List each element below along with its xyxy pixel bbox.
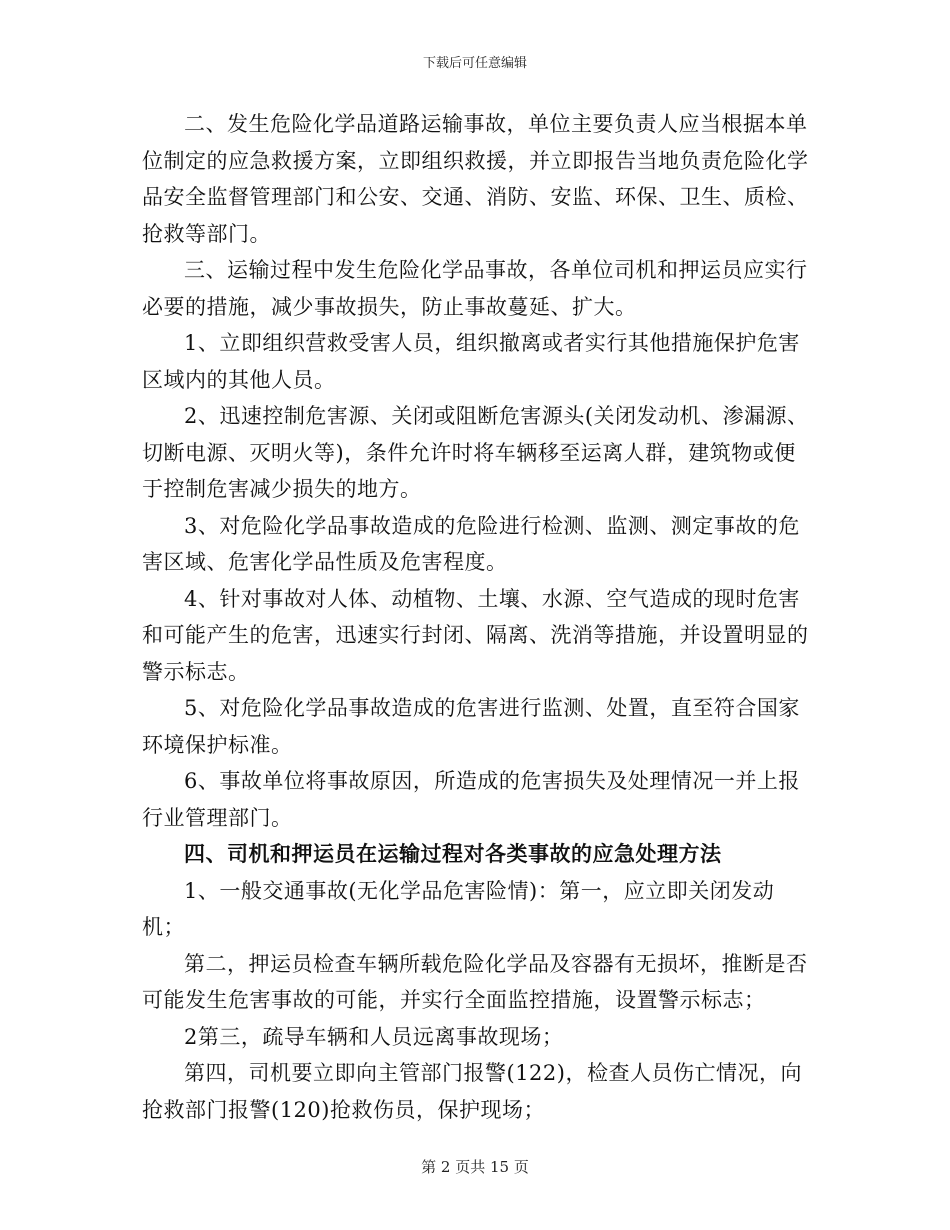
paragraph-item-2: 2、迅速控制危害源、关闭或阻断危害源头(关闭发动机、渗漏源、切断电源、灭明火等)，条件允许时将车辆移至运离人群，建筑物或便于控制危害减少损失的地方。 [142, 404, 809, 501]
paragraph-item-4: 4、针对事故对人体、动植物、土壤、水源、空气造成的现时危害和可能产生的危害，迅速实行封闭、隔离、洗消等措施，并设置明显的警示标志。 [142, 586, 809, 684]
paragraph-item-1: 1、立即组织营救受害人员，组织撤离或者实行其他措施保护危害区域内的其他人员。 [142, 331, 800, 392]
paragraph-step-3: 2第三，疏导车辆和人员远离事故现场； [184, 1024, 564, 1049]
paragraph-item-3: 3、对危险化学品事故造成的危险进行检测、监测、测定事故的危害区域、危害化学品性质及危害程度。 [142, 513, 800, 574]
paragraph-section-3: 三、运输过程中发生危险化学品事故，各单位司机和押运员应实行必要的措施，减少事故损失，防止事故蔓延、扩大。 [142, 258, 808, 319]
paragraph-step-2: 第二，押运员检查车辆所载危险化学品及容器有无损坏，推断是否可能发生危害事故的可能，并实行全面监控措施，设置警示标志； [142, 951, 808, 1012]
document-body [142, 106, 814, 1128]
paragraph-item-5: 5、对危险化学品事故造成的危害进行监测、处置，直至符合国家环境保护标准。 [142, 696, 800, 757]
section-heading-4: 四、司机和押运员在运输过程对各类事故的应急处理方法 [184, 841, 722, 866]
paragraph-item-6: 6、事故单位将事故原因，所造成的危害损失及处理情况一并上报行业管理部门。 [142, 769, 800, 830]
paragraph-section-2: 二、发生危险化学品道路运输事故，单位主要负责人应当根据本单位制定的应急救援方案，立即组织救援，并立即报告当地负责危险化学品安全监督管理部门和公安、交通、消防、安监、环保、卫生、质检、抢救等部门。 [142, 112, 809, 246]
page-number-footer: 第 2 页共 15 页 [421, 1158, 529, 1176]
page-header-note: 下载后可任意编辑 [422, 56, 527, 71]
paragraph-traffic-accident: 1、一般交通事故(无化学品危害险情)：第一，应立即关闭发动机； [142, 878, 775, 939]
paragraph-step-4: 第四，司机要立即向主管部门报警(122)，检查人员伤亡情况，向抢救部门报警(120)抢救伤员，保护现场； [142, 1061, 802, 1122]
